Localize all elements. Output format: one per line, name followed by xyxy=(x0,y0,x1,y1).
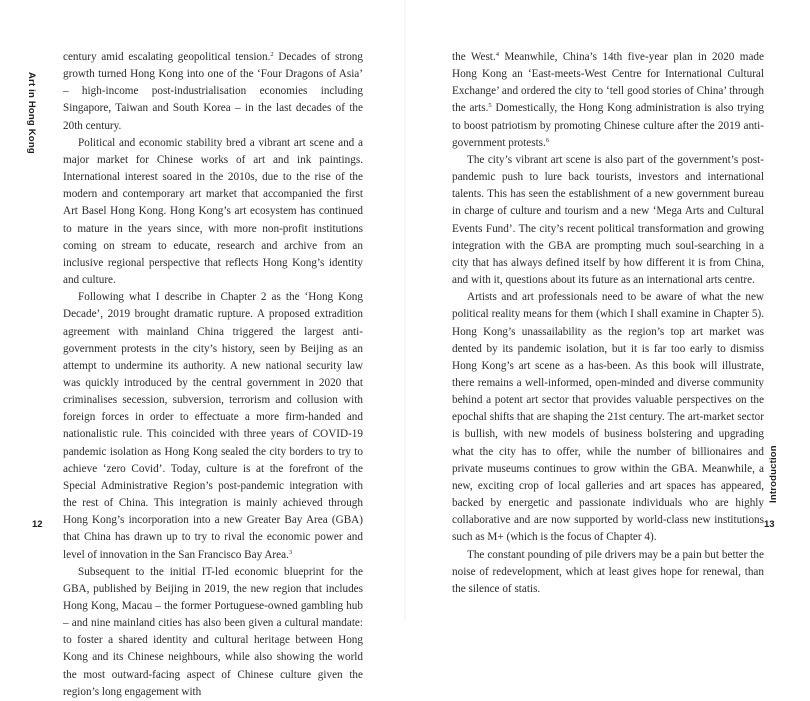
paragraph-text: Subsequent to the initial IT-led economic blueprint for the GBA, published by Beijing in 2019, the new region that includes Hong Kong, Macau – the former Portuguese-owned gambling hub – and nine mainland cities has also been given a cultural mandate: to foster a shared identity and cultural heritage between Hong Kong and its Chinese neighbours, while also showing the world the most outward-facing aspect of Chinese culture given the region’s long engagement with xyxy=(63,565,363,698)
paragraph xyxy=(452,547,764,598)
paragraph-text: Domestically, the Hong Kong administration is also trying to boost patriotism by promoting Chinese culture after the 2019 anti-government protests. xyxy=(452,102,764,149)
paragraph-text: Meanwhile, China’s 14th five-year plan in 2020 made Hong Kong an ‘East-meets-West Centre for International Cultural Exchange’ and ordered the city to ‘tell good stories of China’ through the arts. xyxy=(452,51,764,115)
paragraph xyxy=(63,135,363,289)
paragraph-text: The constant pounding of pile drivers may be a pain but better the noise of redevelopment, which at least gives hope for renewal, than the silence of statis. xyxy=(452,548,764,595)
paragraph-text: Decades of strong growth turned Hong Kong into one of the ‘Four Dragons of Asia’ – high-income post-industrialisation economies including Singapore, Taiwan and South Korea – in the last decades of the 20th century. xyxy=(63,51,363,132)
paragraph xyxy=(452,152,764,289)
left-page-body xyxy=(63,49,363,701)
right-page-body xyxy=(452,49,764,598)
footnote-marker: 2 xyxy=(270,51,274,58)
paragraph-text: the West. xyxy=(452,51,496,63)
right-page xyxy=(406,0,810,621)
paragraph-text: Artists and art professionals need to be aware of what the new political reality means for them (which I shall examine in Chapter 5). Hong Kong’s unassailability as the region’s top art market was dented by its pandemic isolation, but it is far too early to dismiss Hong Kong’s art scene as a has-been. As this book will illustrate, there remains a well-informed, open-minded and diverse community behind a potent art sector that provides valuable perspectives on the epochal shifts that are shaping the 21st century. The art-market sector is bullish, with new models of business bolstering and upgrading what the city has to offer, while the number of billionaires and private museums continues to grow within the GBA. Meanwhile, a new, exciting crop of local galleries and art spaces has appeared, backed by energetic and passionate individuals who are highly collaborative and are now supported by world-class new institutions such as M+ (which is the focus of Chapter 4). xyxy=(452,291,764,544)
footnote-marker: 6 xyxy=(545,136,550,144)
paragraph-text: Political and economic stability bred a vibrant art scene and a major market for Chinese works of art and ink paintings. International interest soared in the 2010s, due to the rise of the modern and contemporary art market that accompanied the first Art Basel Hong Kong. Hong Kong’s art ecosystem has continued to mature in the years since, with more non-profit institutions coming on stream to educate, research and archive from an inclusive regional perspective that reflects Hong Kong’s identity and culture. xyxy=(63,136,363,287)
paragraph-text: century amid escalating geopolitical tension. xyxy=(63,51,271,63)
paragraph xyxy=(63,564,363,701)
page-number: 12 xyxy=(32,519,43,530)
paragraph-text: The city’s vibrant art scene is also part of the government’s post-pandemic push to lure back tourists, investors and international talents. This has seen the establishment of a new government bureau in charge of culture and tourism and a new ‘Mega Arts and Cultural Events Fund’. The city’s recent political transformation and growing integration with the GBA are prompting much soul-searching in a city that has always defined itself by how different it is from China, and with it, questions about its future as an international arts centre. xyxy=(452,153,764,287)
paragraph xyxy=(452,289,764,546)
footnote-marker: 3 xyxy=(288,548,293,556)
footnote-marker: 5 xyxy=(488,102,492,110)
paragraph xyxy=(452,49,764,152)
paragraph-text: Following what I describe in Chapter 2 as the ‘Hong Kong Decade’, 2019 brought dramatic rupture. A proposed extradition agreement with mainland China triggered the largest anti-government protests in the city’s history, seen by Beijing as an attempt to undermine its authority. A new national security law was quickly introduced by the central government in 2020 that criminalises secession, subversion, terrorism and collusion with foreign forces in order to effectuate a more firm-handed and nationalistic rule. This coincided with three years of COVID-19 pandemic isolation as Hong Kong sealed the city borders to try to achieve ‘zero Covid’. Today, culture is at the forefront of the Special Administrative Region’s post-pandemic integration with the rest of China. This integration is mainly achieved through Hong Kong’s incorporation into a new Greater Bay Area (GBA) that China has drawn up to try to rival the economic power and level of innovation in the San Francisco Bay Area. xyxy=(63,291,363,561)
left-page xyxy=(0,0,404,698)
footnote-marker: 4 xyxy=(495,51,499,58)
paragraph xyxy=(63,49,363,135)
page-number: 13 xyxy=(764,519,775,530)
running-head-chapter-title: Introduction xyxy=(768,445,779,503)
running-head-book-title: Art in Hong Kong xyxy=(26,72,37,154)
paragraph xyxy=(63,289,363,564)
